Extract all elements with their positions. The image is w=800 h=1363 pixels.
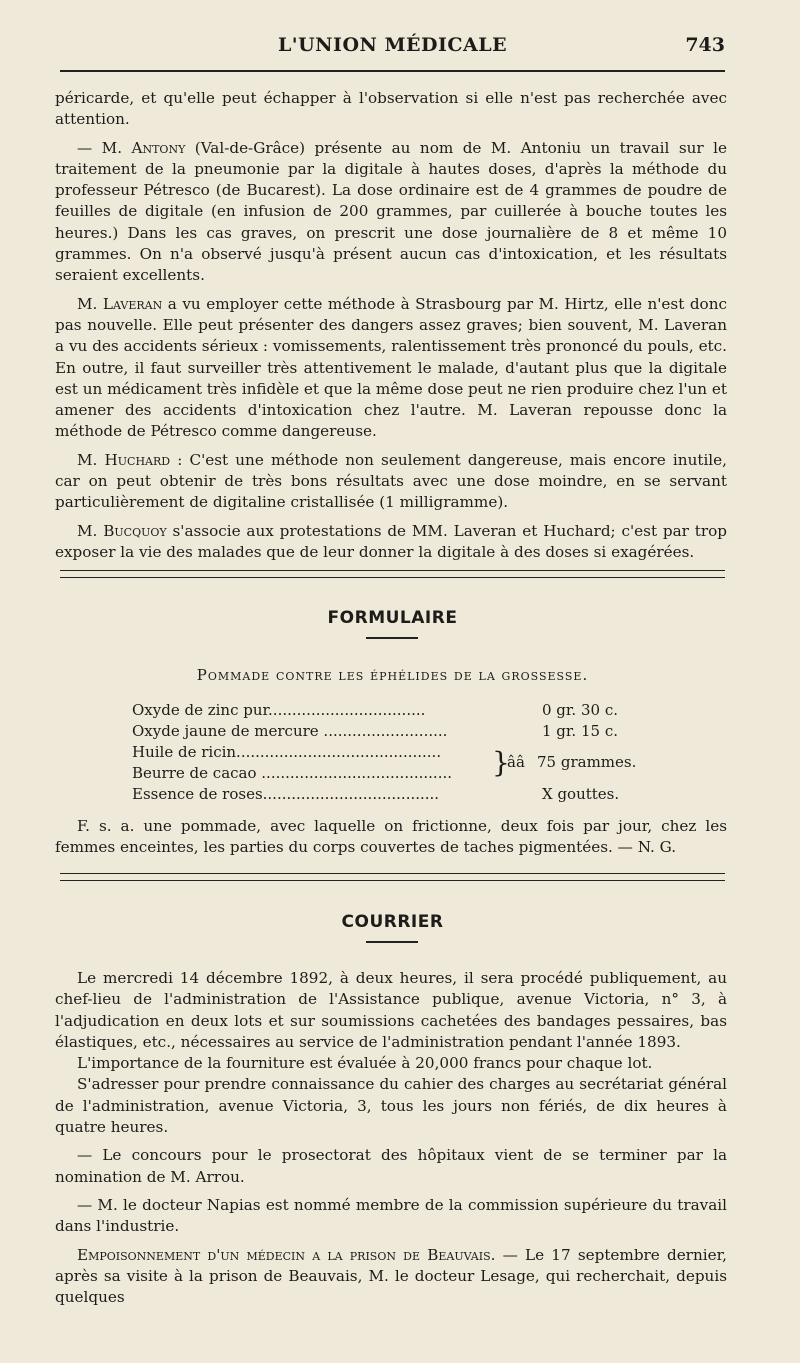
ingredient-amount: 1 gr. 15 c.	[542, 722, 618, 740]
ingredient-amount: 0 gr. 30 c.	[542, 701, 618, 719]
formulaire-title: FORMULAIRE	[327, 608, 458, 628]
speaker-name: Antony	[131, 138, 186, 157]
ingredient-name: Beurre de cacao ........................................	[132, 764, 453, 782]
ingredient-name: Oxyde jaune de mercure ..........................	[132, 722, 448, 740]
paragraph-continuation: péricarde, et qu'elle peut échapper à l'observation si elle n'est pas recherchée avec attention.	[55, 89, 727, 129]
speaker-name: Huchard	[104, 450, 171, 469]
paragraph-laveran: M. Laveran a vu employer cette méthode à Strasbourg par M. Hirtz, elle n'est donc pas nouvelle. Elle peut présenter des dangers assez graves; bien souvent, M. Laveran a vu des accidents sérieux : vomissements, ralentissement très prononcé du pouls, etc. En outre, il faut surveiller très attentivement le malade, d'autant plus que la digitale est un médicament très infidèle et que la même dose peut ne rien produire chez l'un et amener des accidents d'intoxication chez l'autre. M. Laveran repousse donc la méthode de Pétresco comme dangereuse.	[55, 294, 727, 441]
grouping-brace: }	[492, 746, 510, 779]
courrier-title: COURRIER	[341, 912, 444, 932]
paragraph-bucquoy: M. Bucquoy s'associe aux protestations de MM. Laveran et Huchard; c'est par trop exposer la vie des malades que de leur donner la digitale à des doses si exagérées.	[55, 521, 727, 561]
journal-title: L'UNION MÉDICALE	[277, 34, 508, 56]
header-rule	[60, 70, 725, 72]
courrier-paragraph: Le mercredi 14 décembre 1892, à deux heures, il sera procédé publiquement, au chef-lieu de l'administration de l'Assistance publique, avenue Victoria, n° 3, à l'adjudication en deux lots et sur soumissions cachetées des bandages pessaires, bas élastiques, etc., nécessaires au service de l'administration pendant l'année 1893.	[55, 969, 727, 1051]
ingredient-row	[132, 784, 652, 805]
ingredient-name: Essence de roses.....................................	[132, 785, 440, 803]
shared-dose: 75 grammes.	[537, 753, 637, 771]
section-divider	[60, 570, 725, 578]
ingredient-name: Huile de ricin...........................................	[132, 743, 442, 761]
recipe-ingredients	[132, 700, 652, 805]
paragraph-antony: — M. Antony (Val-de-Grâce) présente au nom de M. Antoniu un travail sur le traitement de la pneumonie par la digitale à hautes doses, d'après la méthode du professeur Pétresco (de Bucarest). La dose ordinaire est de 4 grammes de poudre de feuilles de digitale (en infusion de 200 grammes, par cuillerée à bouche toutes les heures.) Dans les cas graves, on prescrit une dose journalière de 8 et même 10 grammes. On n'a observé jusqu'à présent aucun cas d'intoxication, et les résultats seraient excellents.	[55, 138, 727, 285]
ingredient-row	[132, 721, 652, 742]
title-underline	[366, 941, 418, 943]
courrier-paragraph: Empoisonnement d'un médecin a la prison de Beauvais. — Le 17 septembre dernier, après sa visite à la prison de Beauvais, M. le docteur Lesage, qui recherchait, depuis quelques	[55, 1245, 727, 1307]
ingredient-group	[132, 742, 652, 784]
section-divider	[60, 873, 725, 881]
paragraph-huchard: M. Huchard : C'est une méthode non seulement dangereuse, mais encore inutile, car on peut obtenir de très bons résultats avec une dose moindre, en se servant particulièrement de digitaline cristallisée (1 milligramme).	[55, 450, 727, 512]
title-underline	[366, 637, 418, 639]
courrier-paragraph: — Le concours pour le prosectorat des hôpitaux vient de se terminer par la nomination de M. Arrou.	[55, 1146, 727, 1186]
courrier-paragraph: S'adresser pour prendre connaissance du cahier des charges au secrétariat général de l'administration, avenue Victoria, 3, tous les jours non fériés, de dix heures à quatre heures.	[55, 1075, 727, 1137]
recipe-title: Pommade contre les éphélides de la grossesse.	[196, 666, 589, 684]
recipe-note-block	[55, 816, 727, 859]
recipe-note: F. s. a. une pommade, avec laquelle on frictionne, deux fois par jour, chez les femmes enceintes, les parties du corps couvertes de taches pigmentées. — N. G.	[55, 817, 727, 857]
ingredient-name: Oxyde de zinc pur.................................	[132, 701, 426, 719]
news-heading: Empoisonnement d'un médecin a la prison de Beauvais.	[77, 1245, 496, 1264]
courrier-paragraph: L'importance de la fourniture est évaluée à 20,000 francs pour chaque lot.	[77, 1054, 653, 1073]
discussion-text	[55, 88, 727, 563]
ingredient-row	[132, 700, 652, 721]
ingredient-amount: X gouttes.	[542, 785, 620, 803]
courrier-paragraph: — M. le docteur Napias est nommé membre de la commission supérieure du travail dans l'industrie.	[55, 1195, 727, 1236]
speaker-name: Laveran	[102, 294, 163, 313]
courrier-text	[55, 968, 727, 1308]
speaker-name: Bucquoy	[103, 521, 167, 540]
shared-dose-prefix: ââ	[507, 753, 525, 771]
page-number: 743	[685, 34, 725, 56]
running-header	[60, 30, 725, 60]
